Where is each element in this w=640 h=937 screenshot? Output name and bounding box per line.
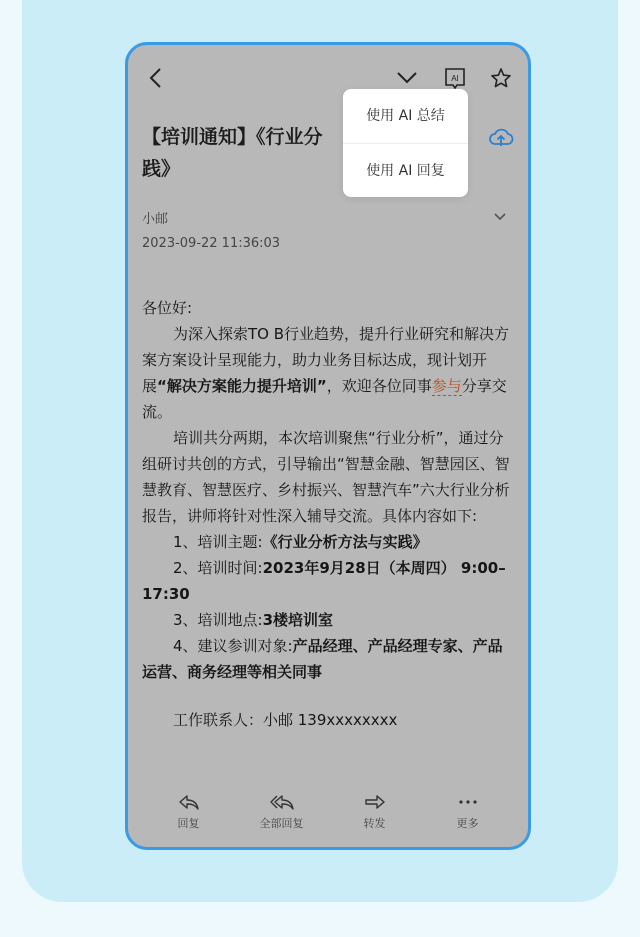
value: 产品经理、产品经理专家、产品运营、商务经理等相关同事 — [142, 637, 503, 681]
forward-button[interactable] — [340, 785, 410, 831]
star-icon[interactable] — [488, 65, 514, 91]
cloud-upload-icon[interactable] — [488, 125, 514, 151]
value: 《行业分析方法与实践》 — [262, 533, 428, 551]
label: 1、培训主题: — [173, 533, 263, 551]
paragraph-details: 培训共分两期，本次培训聚焦“行业分析”，通过分组研讨共创的方式，引导输出“智慧金融、智慧园区、智慧教育、智慧医疗、乡村振兴、智慧汽车”六大行业分析报告，讲师将针对性深入辅导交流。具体内容如下: — [142, 429, 510, 525]
forward-icon — [364, 793, 386, 811]
reply-icon — [178, 793, 200, 811]
greeting: 各位好: — [142, 299, 193, 317]
sender-details-chevron-icon[interactable] — [491, 207, 509, 225]
email-datetime: 2023-09-22 11:36:03 — [142, 236, 281, 251]
label: 4、建议参训对象: — [173, 637, 293, 655]
back-icon[interactable] — [142, 65, 168, 91]
ai-dropdown-menu — [343, 89, 468, 197]
value: 3楼培训室 — [262, 611, 334, 629]
item-time — [142, 555, 514, 607]
phone-frame — [125, 42, 531, 850]
svg-text:AI: AI — [451, 74, 459, 83]
chevron-down-icon[interactable] — [394, 65, 420, 91]
sender-name[interactable]: 小邮 — [142, 212, 169, 227]
text: ，欢迎各位同事 — [326, 377, 432, 395]
email-subject-line1: 【培训通知】《行业分 — [142, 126, 323, 148]
ai-summary-option[interactable]: 使用 AI 总结 — [366, 108, 445, 124]
item-location — [142, 607, 514, 633]
reply-all-label: 全部回复 — [259, 817, 304, 830]
label: 2、培训时间: — [173, 559, 263, 577]
ai-icon[interactable] — [442, 65, 468, 91]
training-name: “解决方案能力提升培训” — [157, 377, 327, 395]
text: 分享交流。 — [142, 377, 507, 421]
reply-label: 回复 — [177, 817, 200, 830]
reply-all-icon — [269, 793, 295, 811]
top-toolbar — [128, 45, 528, 109]
email-body — [142, 295, 514, 733]
item-topic — [142, 529, 514, 555]
more-label: 更多 — [456, 817, 479, 830]
spacer — [142, 685, 514, 707]
ai-reply-option[interactable]: 使用 AI 回复 — [343, 143, 468, 198]
more-button[interactable] — [433, 785, 503, 831]
item-audience — [142, 633, 514, 685]
email-subject-line2: 践》 — [142, 158, 181, 180]
contact-line: 工作联系人：小邮 139xxxxxxxx — [173, 711, 398, 729]
bottom-action-bar — [128, 785, 528, 847]
reply-button[interactable] — [154, 785, 224, 831]
forward-label: 转发 — [363, 817, 386, 830]
more-icon — [457, 793, 479, 811]
reply-all-button[interactable] — [247, 785, 317, 831]
label: 3、培训地点: — [173, 611, 263, 629]
paragraph-intro — [142, 321, 514, 425]
participate-link[interactable]: 参与 — [431, 377, 462, 395]
value: 2023年9月28日（本周四） 9:00–17:30 — [142, 559, 506, 603]
text: 为深入探索TO B行业趋势，提升行业研究和解决方案方案设计呈现能力，助力业务目标达成，现计划开展 — [142, 325, 510, 395]
